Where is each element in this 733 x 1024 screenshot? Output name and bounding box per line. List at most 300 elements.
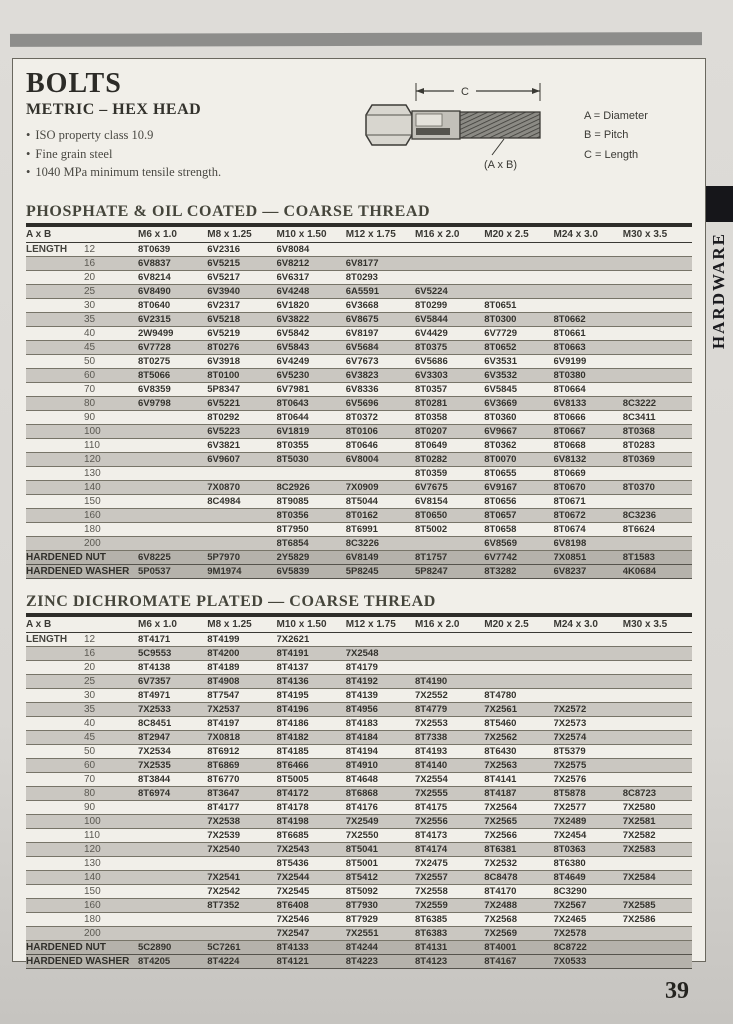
- part-number-cell: [623, 299, 692, 313]
- part-number-cell: 8T6991: [346, 523, 415, 537]
- part-number-cell: [277, 467, 346, 481]
- table-row: [26, 341, 692, 355]
- part-number-cell: 6V5842: [277, 327, 346, 341]
- part-number-cell: 8T4138: [138, 661, 207, 675]
- table-row: [26, 941, 692, 955]
- part-number-cell: 7X2534: [138, 745, 207, 759]
- part-number-cell: 6V4249: [277, 355, 346, 369]
- part-number-cell: 8T4136: [277, 675, 346, 689]
- part-number-cell: 7X2572: [554, 703, 623, 717]
- table-row: [26, 717, 692, 731]
- part-number-cell: 8T0275: [138, 355, 207, 369]
- part-number-cell: 8T0360: [484, 411, 553, 425]
- part-number-cell: 8T7929: [346, 913, 415, 927]
- part-number-cell: 7X2567: [554, 899, 623, 913]
- part-number-cell: 8T0649: [415, 439, 484, 453]
- part-number-cell: 8T4910: [346, 759, 415, 773]
- part-number-cell: 7X2489: [554, 815, 623, 829]
- part-number-cell: 8T0375: [415, 341, 484, 355]
- part-number-cell: 5P8247: [415, 565, 484, 579]
- part-number-cell: 8T4174: [415, 843, 484, 857]
- part-number-cell: 7X2532: [484, 857, 553, 871]
- part-number-cell: [138, 815, 207, 829]
- part-number-cell: 6V7673: [346, 355, 415, 369]
- footer-row-label: HARDENED NUT: [26, 941, 138, 955]
- part-number-cell: 8T4648: [346, 773, 415, 787]
- part-number-cell: [415, 633, 484, 647]
- part-number-cell: 8C3222: [623, 397, 692, 411]
- part-number-cell: 7X2548: [346, 647, 415, 661]
- part-number-cell: 7X2580: [623, 801, 692, 815]
- part-number-cell: 8T7930: [346, 899, 415, 913]
- part-number-cell: 7X2561: [484, 703, 553, 717]
- part-number-cell: 7X2573: [554, 717, 623, 731]
- part-number-cell: 8T4779: [415, 703, 484, 717]
- length-row-label: 200: [26, 927, 138, 941]
- part-number-cell: 8T0359: [415, 467, 484, 481]
- part-number-cell: 8T0646: [346, 439, 415, 453]
- part-number-cell: 8T4197: [207, 717, 276, 731]
- table-row: [26, 689, 692, 703]
- part-number-cell: 8T6912: [207, 745, 276, 759]
- part-number-cell: 6A5591: [346, 285, 415, 299]
- part-number-cell: 6V3532: [484, 369, 553, 383]
- part-number-cell: [138, 453, 207, 467]
- part-number-cell: 6V8214: [138, 271, 207, 285]
- part-number-cell: 8T6868: [346, 787, 415, 801]
- length-row-label: 110: [26, 829, 138, 843]
- table-row: [26, 243, 692, 257]
- part-number-cell: [484, 271, 553, 285]
- table-row: [26, 801, 692, 815]
- part-number-cell: [623, 467, 692, 481]
- column-header: M24 x 3.0: [554, 227, 623, 243]
- part-number-cell: 6V2316: [207, 243, 276, 257]
- part-number-cell: [623, 661, 692, 675]
- legend-row: B = Pitch: [584, 129, 629, 142]
- length-row-label: 140: [26, 871, 138, 885]
- part-number-cell: 7X2547: [277, 927, 346, 941]
- part-number-cell: 8T6408: [277, 899, 346, 913]
- part-number-cell: [138, 537, 207, 551]
- length-row-label: 150: [26, 495, 138, 509]
- part-number-cell: 8T5044: [346, 495, 415, 509]
- table-row: [26, 829, 692, 843]
- part-number-cell: 8T6383: [415, 927, 484, 941]
- catalog-page-content: [12, 58, 706, 967]
- part-number-cell: 7X2562: [484, 731, 553, 745]
- part-number-cell: 8T0640: [138, 299, 207, 313]
- part-number-cell: [623, 759, 692, 773]
- length-row-label: 20: [26, 661, 138, 675]
- part-number-cell: 8T0299: [415, 299, 484, 313]
- length-row-label: 70: [26, 773, 138, 787]
- part-number-cell: 7X2541: [207, 871, 276, 885]
- part-number-cell: 6V8149: [346, 551, 415, 565]
- table-row: [26, 453, 692, 467]
- part-number-cell: 7X2578: [554, 927, 623, 941]
- part-number-cell: 7X2563: [484, 759, 553, 773]
- part-number-cell: 7X2533: [138, 703, 207, 717]
- part-number-cell: 6V8336: [346, 383, 415, 397]
- part-number-cell: 8T0283: [623, 439, 692, 453]
- part-number-cell: 8T3647: [207, 787, 276, 801]
- length-row-label: 150: [26, 885, 138, 899]
- part-number-cell: 8T4224: [207, 955, 276, 969]
- part-number-cell: 6V1820: [277, 299, 346, 313]
- length-row-label: 35: [26, 313, 138, 327]
- part-number-cell: [554, 285, 623, 299]
- part-number-cell: 8T2947: [138, 731, 207, 745]
- part-number-cell: 6V8837: [138, 257, 207, 271]
- length-row-label: LENGTH 12: [26, 633, 138, 647]
- length-row-label: 60: [26, 369, 138, 383]
- part-number-cell: [623, 647, 692, 661]
- part-number-cell: 8T4139: [346, 689, 415, 703]
- part-number-cell: 8C3236: [623, 509, 692, 523]
- part-number-cell: 6V5223: [207, 425, 276, 439]
- column-header: M10 x 1.50: [277, 617, 346, 633]
- table-row: [26, 481, 692, 495]
- part-number-cell: [346, 633, 415, 647]
- part-number-cell: [207, 857, 276, 871]
- dimension-legend: [584, 107, 692, 165]
- part-number-cell: 7X2540: [207, 843, 276, 857]
- part-number-cell: 8T4185: [277, 745, 346, 759]
- table-row: [26, 565, 692, 579]
- part-number-cell: [138, 899, 207, 913]
- table-row: [26, 257, 692, 271]
- part-number-cell: [138, 871, 207, 885]
- table-row: [26, 703, 692, 717]
- part-number-cell: 6V7742: [484, 551, 553, 565]
- length-row-label: 100: [26, 815, 138, 829]
- part-number-cell: 7X0851: [554, 551, 623, 565]
- part-number-cell: 6V8197: [346, 327, 415, 341]
- part-number-cell: 6V7729: [484, 327, 553, 341]
- page-number: 39: [665, 978, 689, 1004]
- part-number-cell: [415, 257, 484, 271]
- part-number-cell: [623, 495, 692, 509]
- part-number-cell: 8T3282: [484, 565, 553, 579]
- part-number-cell: [138, 829, 207, 843]
- table-row: [26, 759, 692, 773]
- part-number-cell: [138, 467, 207, 481]
- part-number-cell: 7X2559: [415, 899, 484, 913]
- column-header: M6 x 1.0: [138, 617, 207, 633]
- part-number-cell: 5C7261: [207, 941, 276, 955]
- hardware-side-tab: [706, 186, 733, 349]
- table-row: [26, 857, 692, 871]
- part-number-cell: 6V3822: [277, 313, 346, 327]
- footer-row-label: HARDENED WASHER: [26, 565, 138, 579]
- legend-row: C = Length: [584, 148, 639, 161]
- part-number-cell: 8T4184: [346, 731, 415, 745]
- part-number-cell: 8C3226: [346, 537, 415, 551]
- length-row-label: 25: [26, 675, 138, 689]
- table-row: [26, 745, 692, 759]
- part-number-cell: 8T0662: [554, 313, 623, 327]
- part-number-cell: 8T0669: [554, 467, 623, 481]
- part-number-cell: 8T0658: [484, 523, 553, 537]
- part-number-cell: 8T5436: [277, 857, 346, 871]
- part-number-cell: 8T0672: [554, 509, 623, 523]
- part-number-cell: 8T4244: [346, 941, 415, 955]
- part-number-cell: 7X2552: [415, 689, 484, 703]
- length-row-label: 180: [26, 523, 138, 537]
- table-row: [26, 397, 692, 411]
- length-row-label: 120: [26, 843, 138, 857]
- part-number-cell: 6V6317: [277, 271, 346, 285]
- length-row-label: 130: [26, 467, 138, 481]
- part-number-cell: 6V5845: [484, 383, 553, 397]
- part-number-cell: 7X2454: [554, 829, 623, 843]
- part-number-cell: 8T0666: [554, 411, 623, 425]
- part-number-cell: 7X2554: [415, 773, 484, 787]
- part-number-cell: 8T0281: [415, 397, 484, 411]
- part-number-cell: 8T4176: [346, 801, 415, 815]
- part-number-cell: 8T0282: [415, 453, 484, 467]
- bolt-diagram: [354, 77, 584, 182]
- length-row-label: 45: [26, 731, 138, 745]
- column-header: M20 x 2.5: [484, 227, 553, 243]
- part-number-cell: 8T4200: [207, 647, 276, 661]
- part-number-cell: 5P8245: [346, 565, 415, 579]
- table-row: [26, 913, 692, 927]
- corner-header: A x B: [26, 617, 138, 633]
- part-number-cell: 6V8084: [277, 243, 346, 257]
- part-number-cell: 6V2317: [207, 299, 276, 313]
- part-number-cell: 8T0380: [554, 369, 623, 383]
- part-number-cell: [623, 745, 692, 759]
- length-row-label: 20: [26, 271, 138, 285]
- part-number-cell: 7X2544: [277, 871, 346, 885]
- part-number-cell: 8T0207: [415, 425, 484, 439]
- part-number-cell: 8T0671: [554, 495, 623, 509]
- part-number-cell: 8T5878: [554, 787, 623, 801]
- part-number-cell: 7X2585: [623, 899, 692, 913]
- part-number-cell: [623, 717, 692, 731]
- part-number-cell: 8T4971: [138, 689, 207, 703]
- table-row: [26, 731, 692, 745]
- table-row: [26, 411, 692, 425]
- part-number-cell: 8T0651: [484, 299, 553, 313]
- part-number-cell: [554, 675, 623, 689]
- column-header: M12 x 1.75: [346, 617, 415, 633]
- table-row: [26, 509, 692, 523]
- part-number-cell: 7X2565: [484, 815, 553, 829]
- part-number-cell: [138, 857, 207, 871]
- part-number-cell: 8T0639: [138, 243, 207, 257]
- part-number-cell: 7X2576: [554, 773, 623, 787]
- part-number-cell: [554, 689, 623, 703]
- part-number-cell: [138, 495, 207, 509]
- part-number-cell: 8T1757: [415, 551, 484, 565]
- table-row: [26, 425, 692, 439]
- part-number-cell: 8T0674: [554, 523, 623, 537]
- part-number-cell: 8C8451: [138, 717, 207, 731]
- part-number-cell: [554, 257, 623, 271]
- part-number-cell: 2Y5829: [277, 551, 346, 565]
- part-number-cell: 8T5005: [277, 773, 346, 787]
- part-number-cell: 6V8359: [138, 383, 207, 397]
- legend-row: A = Diameter: [584, 110, 648, 122]
- part-number-cell: 5C9553: [138, 647, 207, 661]
- part-number-cell: 9M1974: [207, 565, 276, 579]
- part-number-cell: [623, 703, 692, 717]
- part-number-cell: 8T4183: [346, 717, 415, 731]
- part-number-cell: [554, 661, 623, 675]
- length-row-label: 90: [26, 801, 138, 815]
- part-number-cell: 7X2574: [554, 731, 623, 745]
- part-number-cell: [138, 885, 207, 899]
- part-number-cell: 8T4172: [277, 787, 346, 801]
- length-row-label: 130: [26, 857, 138, 871]
- part-number-cell: [623, 675, 692, 689]
- part-number-cell: 8T4196: [277, 703, 346, 717]
- part-number-cell: 7X2584: [623, 871, 692, 885]
- part-number-cell: 8T4198: [277, 815, 346, 829]
- part-number-cell: [138, 843, 207, 857]
- part-number-cell: 6V5217: [207, 271, 276, 285]
- part-number-cell: 6V7728: [138, 341, 207, 355]
- table-row: [26, 439, 692, 453]
- part-number-cell: [623, 327, 692, 341]
- part-number-cell: 6V3669: [484, 397, 553, 411]
- part-number-cell: 6V5219: [207, 327, 276, 341]
- column-header: M10 x 1.50: [277, 227, 346, 243]
- part-number-cell: 8T4179: [346, 661, 415, 675]
- part-number-cell: 8T4131: [415, 941, 484, 955]
- part-number-cell: 8T0100: [207, 369, 276, 383]
- part-number-cell: [554, 299, 623, 313]
- table-row: [26, 551, 692, 565]
- table-row: [26, 495, 692, 509]
- part-number-cell: 2W9499: [138, 327, 207, 341]
- table-row: [26, 647, 692, 661]
- part-number-cell: 7X0870: [207, 481, 276, 495]
- part-number-cell: 8T0362: [484, 439, 553, 453]
- corner-header: A x B: [26, 227, 138, 243]
- table-row: [26, 899, 692, 913]
- part-number-cell: 8T4137: [277, 661, 346, 675]
- part-number-cell: 6V5684: [346, 341, 415, 355]
- column-header: M8 x 1.25: [207, 227, 276, 243]
- table-row: [26, 871, 692, 885]
- spec-bullet-list: [26, 126, 314, 180]
- part-number-cell: 7X0533: [554, 955, 623, 969]
- length-row-label: 80: [26, 397, 138, 411]
- page-title: BOLTS: [26, 68, 122, 99]
- column-header: M20 x 2.5: [484, 617, 553, 633]
- length-row-label: 160: [26, 509, 138, 523]
- part-number-cell: 8T5030: [277, 453, 346, 467]
- table-row: [26, 313, 692, 327]
- part-number-cell: [623, 955, 692, 969]
- part-number-cell: 8C3290: [554, 885, 623, 899]
- length-row-label: 160: [26, 899, 138, 913]
- table-row: [26, 467, 692, 481]
- part-number-cell: 8T0356: [277, 509, 346, 523]
- table-row: [26, 843, 692, 857]
- part-number-cell: [484, 661, 553, 675]
- part-number-cell: [623, 633, 692, 647]
- table-row: [26, 675, 692, 689]
- part-number-cell: [484, 285, 553, 299]
- part-number-cell: 8T6466: [277, 759, 346, 773]
- part-number-cell: [484, 633, 553, 647]
- part-number-cell: 6V7675: [415, 481, 484, 495]
- part-number-cell: 8T4140: [415, 759, 484, 773]
- part-number-cell: 6V5839: [277, 565, 346, 579]
- part-number-cell: 7X2582: [623, 829, 692, 843]
- part-number-cell: 8T4171: [138, 633, 207, 647]
- part-number-cell: [623, 537, 692, 551]
- section-heading-phosphate: PHOSPHATE & OIL COATED — COARSE THREAD: [26, 203, 431, 220]
- part-number-cell: 8T4177: [207, 801, 276, 815]
- part-number-cell: 6V9167: [484, 481, 553, 495]
- part-number-cell: 8T6380: [554, 857, 623, 871]
- part-number-cell: 7X2553: [415, 717, 484, 731]
- section-heading-zinc: ZINC DICHROMATE PLATED — COARSE THREAD: [26, 593, 436, 610]
- part-number-cell: 8T5412: [346, 871, 415, 885]
- top-divider-bar: [10, 32, 702, 47]
- part-number-cell: 8T7338: [415, 731, 484, 745]
- part-number-cell: 8T5092: [346, 885, 415, 899]
- length-row-label: 110: [26, 439, 138, 453]
- length-row-label: 120: [26, 453, 138, 467]
- part-number-cell: [207, 467, 276, 481]
- part-number-cell: 6V3918: [207, 355, 276, 369]
- part-number-cell: [484, 243, 553, 257]
- part-number-cell: 8T4133: [277, 941, 346, 955]
- part-number-cell: 8T6624: [623, 523, 692, 537]
- part-number-cell: [346, 243, 415, 257]
- part-number-cell: 8T5460: [484, 717, 553, 731]
- part-number-cell: 8T0106: [346, 425, 415, 439]
- part-number-cell: 5C2890: [138, 941, 207, 955]
- diagram-c-label: C: [461, 86, 469, 98]
- part-number-cell: [623, 383, 692, 397]
- part-number-cell: 7X2569: [484, 927, 553, 941]
- part-number-cell: 8T5041: [346, 843, 415, 857]
- part-number-cell: 6V9607: [207, 453, 276, 467]
- part-number-cell: 8T6770: [207, 773, 276, 787]
- part-number-cell: 8T4186: [277, 717, 346, 731]
- table-section-phosphate: [26, 203, 692, 579]
- part-number-cell: [207, 523, 276, 537]
- part-number-cell: 8T0300: [484, 313, 553, 327]
- part-number-cell: 8T0650: [415, 509, 484, 523]
- table-row: [26, 355, 692, 369]
- part-number-cell: 7X0909: [346, 481, 415, 495]
- part-number-cell: 8T0667: [554, 425, 623, 439]
- length-row-label: 50: [26, 745, 138, 759]
- part-number-cell: 8T4223: [346, 955, 415, 969]
- part-number-cell: 7X2535: [138, 759, 207, 773]
- part-number-cell: [484, 675, 553, 689]
- table-row: [26, 815, 692, 829]
- part-number-cell: 8T6974: [138, 787, 207, 801]
- table-row: [26, 271, 692, 285]
- part-number-cell: 7X2542: [207, 885, 276, 899]
- part-number-cell: 7X2465: [554, 913, 623, 927]
- part-number-cell: 7X2549: [346, 815, 415, 829]
- part-number-cell: 8T0663: [554, 341, 623, 355]
- part-number-cell: 8T6385: [415, 913, 484, 927]
- table-row: [26, 773, 692, 787]
- part-number-cell: [138, 509, 207, 523]
